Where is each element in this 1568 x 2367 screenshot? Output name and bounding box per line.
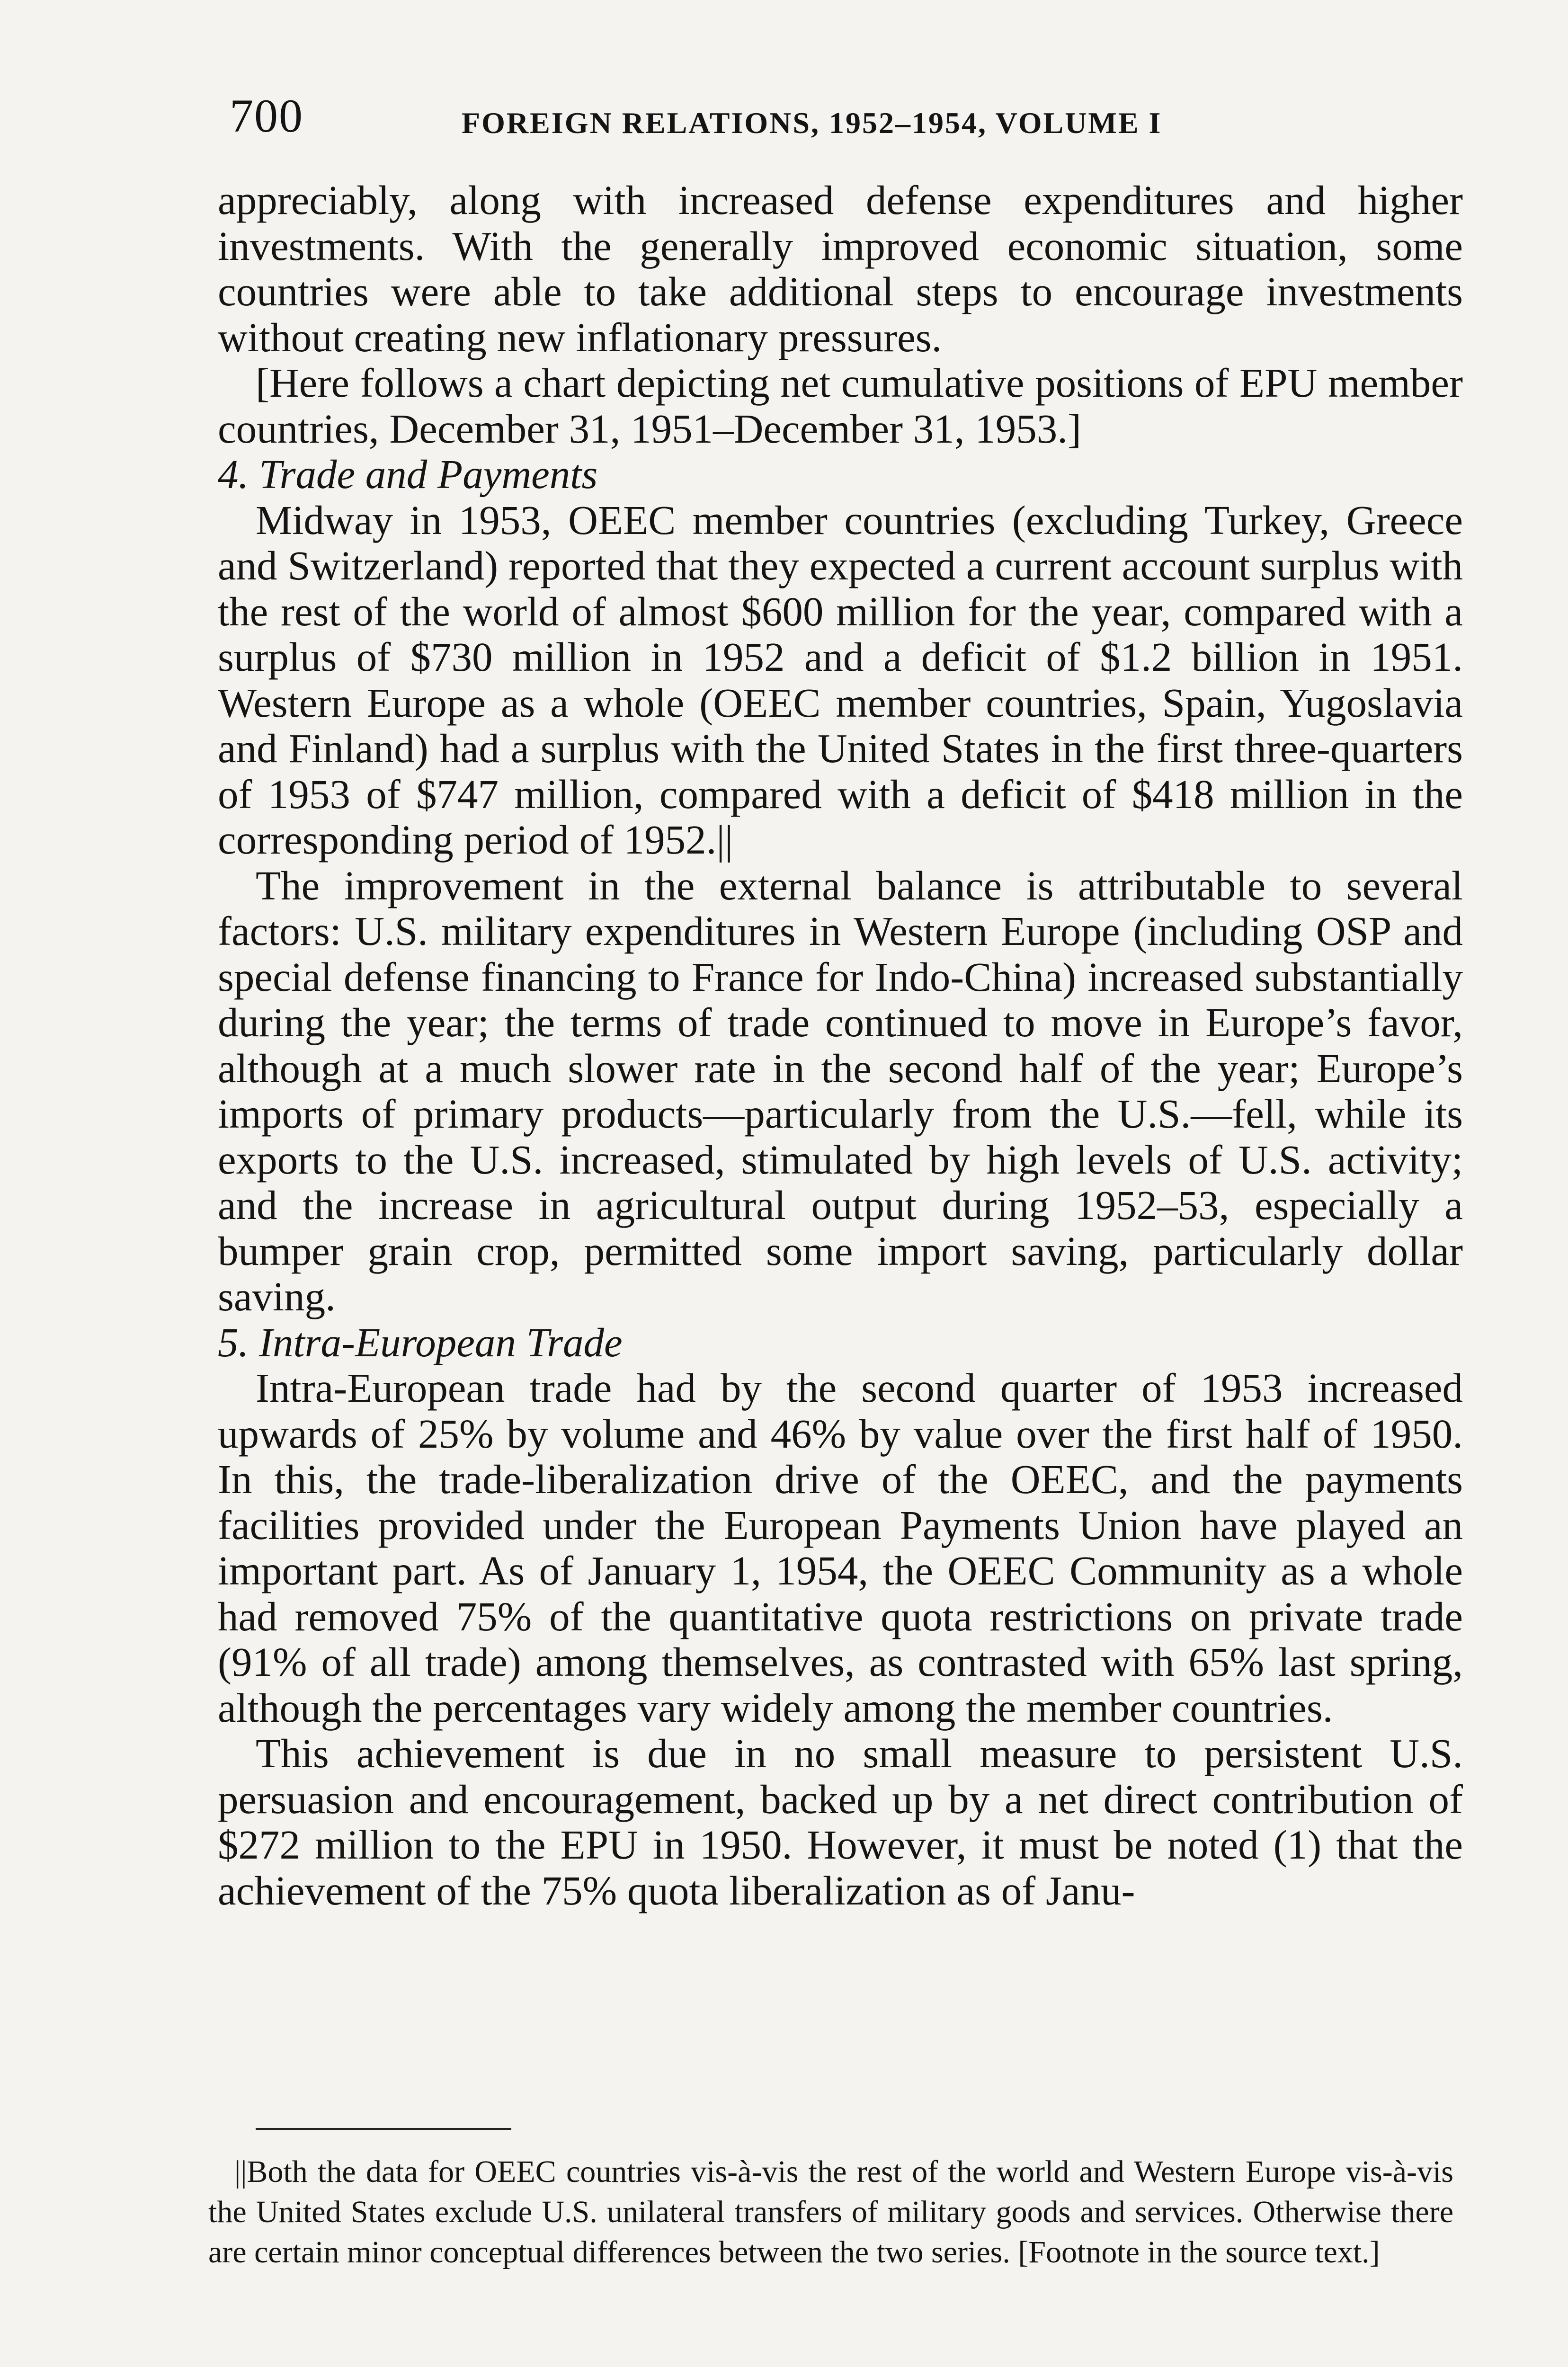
footnote-text: ||Both the data for OEEC countries vis-à-vis the rest of the world and Western Europe vis-à-vis the United States exclude U.S. unilateral transfers of military goods and services. Otherwise there are certain minor conceptual differences between the two series. [Footnote in the source text.] — [208, 2154, 1453, 2269]
section-heading-trade-and-payments: 4. Trade and Payments — [218, 451, 598, 497]
paragraph-current-account: Midway in 1953, OEEC member countries (excluding Turkey, Greece and Switzerland) reported that they expected a current account surplus with the rest of the world of almost $600 million for the year, compared with a surplus of $730 million in 1952 and a deficit of $1.2 billion in 1951. Western Europe as a whole (OEEC member countries, Spain, Yugoslavia and Finland) had a surplus with the United States in the first three-quarters of 1953 of $747 million, compared with a deficit of $418 million in the corresponding period of 1952.|| — [218, 497, 1463, 863]
page-header — [230, 83, 1470, 154]
paragraph-achievement: This achievement is due in no small measure to persistent U.S. persuasion and encouragement, backed up by a net direct contribution of $272 million to the EPU in 1950. However, it must be noted (1) that the achievement of the 75% quota liberalization as of Janu- — [218, 1730, 1463, 1913]
paragraph-chart-note: [Here follows a chart depicting net cumulative positions of EPU member countries, December 31, 1951–December 31, 1953.] — [218, 360, 1463, 452]
page-number: 700 — [230, 89, 303, 142]
running-title: FOREIGN RELATIONS, 1952–1954, VOLUME I — [462, 106, 1162, 140]
paragraph-external-balance: The improvement in the external balance is attributable to several factors: U.S. military expenditures in Western Europe (including OSP and special defense financing to France for Indo-China) increased substantially during the year; the terms of trade continued to move in Europe’s favor, although at a much slower rate in the second half of the year; Europe’s imports of primary products—particularly from the U.S.—fell, while its exports to the U.S. increased, stimulated by high levels of U.S. activity; and the increase in agricultural output during 1952–53, especially a bumper grain crop, permitted some import saving, particularly dollar saving. — [218, 862, 1463, 1319]
footnote — [208, 2152, 1453, 2272]
section-heading-intra-european-trade: 5. Intra-European Trade — [218, 1319, 623, 1365]
body-text — [218, 178, 1463, 1913]
paragraph-continuation: appreciably, along with increased defense expenditures and higher investments. With the generally improved economic situation, some countries were able to take additional steps to encourage investments without creating new inflationary pressures. — [218, 177, 1463, 360]
paragraph-intra-european-trade: Intra-European trade had by the second quarter of 1953 increased upwards of 25% by volume and 46% by value over the first half of 1950. In this, the trade-liberalization drive of the OEEC, and the payments facilities provided under the European Payments Union have played an important part. As of January 1, 1954, the OEEC Community as a whole had removed 75% of the quantitative quota restrictions on private trade (91% of all trade) among themselves, as contrasted with 65% last spring, although the percentages vary widely among the member countries. — [218, 1365, 1463, 1731]
footnote-divider — [256, 2128, 511, 2130]
